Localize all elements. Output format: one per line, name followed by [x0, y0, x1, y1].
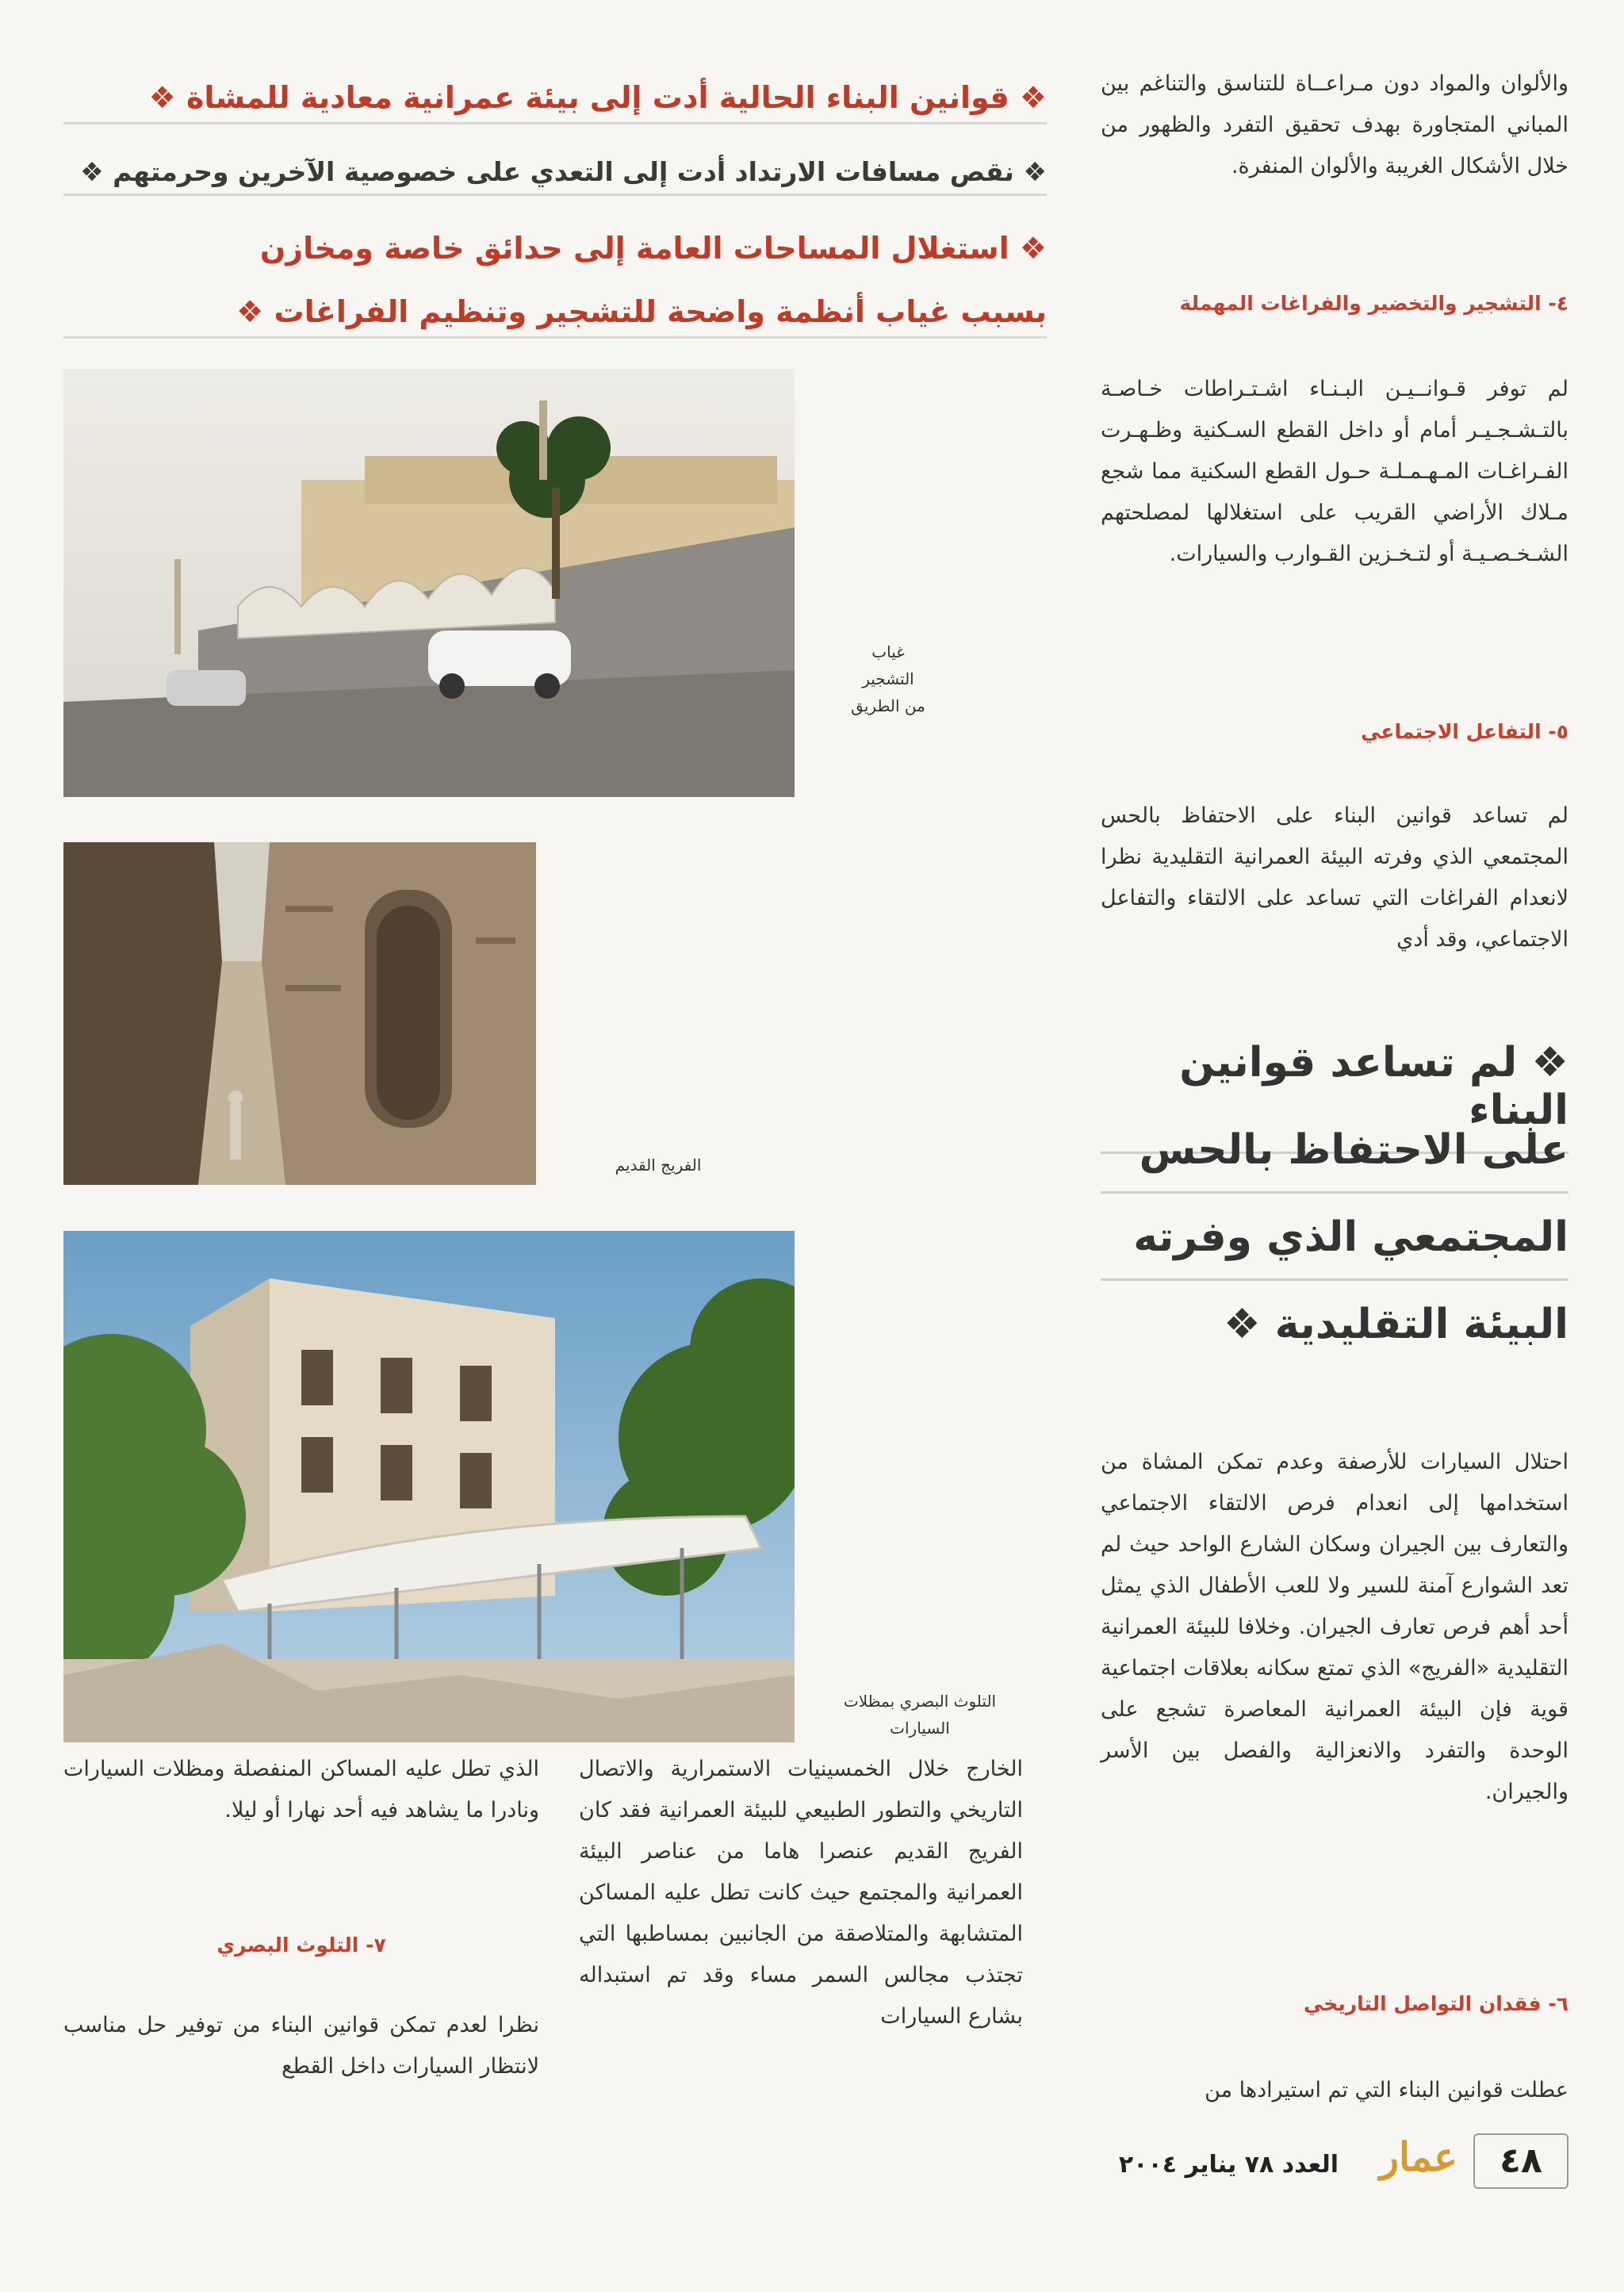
photo-old-fareej: [63, 842, 536, 1185]
page-number: ٤٨: [1473, 2133, 1568, 2189]
issue-info: العدد ٧٨ يناير ٢٠٠٤: [1118, 2151, 1339, 2179]
pull-quote-3-line1: ❖ استغلال المساحات العامة إلى حدائق خاصة ومخازن: [259, 231, 1047, 266]
caption-2: الفريج القديم: [615, 1156, 702, 1175]
big-quote-line4: البيئة التقليدية ❖: [1224, 1301, 1568, 1348]
heading-7: ٧- التلوث البصري: [216, 1934, 386, 1957]
paragraph-5b: احتلال السيارات للأرصفة وعدم تمكن المشاة من استخدامها إلى انعدام فرص الالتقاء الاجتماعي والتعارف بين الجيران وسكان الشارع الواحد حيث لم تعد الشوارع آمنة للسير ولا للعب الأطفال الذي يمثل أحد أهم فرص تعارف الجيران. وخلافا للبيئة العمرانية التقليدية «الفريج» الذي تمتع سكانه بعلاقات اجتماعية قوية فإن البيئة العمرانية المعاصرة تشجع على الوحدة والتفرد والانعزالية والفصل بين الأسر والجيران.: [1101, 1450, 1568, 1804]
paragraph-7: نظرا لعدم تمكن قوانين البناء من توفير حل مناسب لانتظار السيارات داخل القطع: [63, 2013, 539, 2079]
caption-3-line2: السيارات: [890, 1719, 950, 1738]
caption-1-line2: التشجير: [862, 669, 914, 688]
heading-6: ٦- فقدان التواصل التاريخي: [1304, 1992, 1568, 2015]
photo-visual-pollution: [63, 1231, 795, 1742]
caption-1-line3: من الطريق: [851, 696, 925, 715]
pull-quote-2: ❖ نقص مسافات الارتداد أدت إلى التعدي على خصوصية الآخرين وحرمتهم ❖: [63, 151, 1047, 196]
heading-4: ٤- التشجير والتخضير والفراغات المهملة: [1179, 292, 1568, 315]
photo-street-no-trees: [63, 369, 795, 797]
paragraph-4: لم توفر قـوانــيـن البـنـاء اشـتـراطات خـاصـة بالتـشـجـيـر أمام أو داخل القطع السـكنية وظـهـرت الفـراغـات المـهـمـلـة حـول القطع السكنية مما شجع مـلاك الأراضي القريب على استغلالها لمصلحتهم الشـخـصـيـة أو لتـخـزين القـوارب والسيارات.: [1101, 377, 1568, 566]
caption-3: [817, 1688, 1023, 1742]
paragraph-middle: الخارج خلال الخمسينيات الاستمرارية والاتصال التاريخي والتطور الطبيعي للبيئة العمرانية فقد كان الفريج القديم عنصرا هاما من عناصر البيئة العمرانية والمجتمع حيث كانت تطل عليه المساكن المتشابهة والمتلاصقة من الجانبين بمساطبها التي تجتذب مجالس السمر مساء وقد تم استبداله بشارع السيارات: [579, 1757, 1023, 2029]
paragraph-left-top: الذي تطل عليه المساكن المنفصلة ومظلات السيارات ونادرا ما يشاهد فيه أحد نهارا أو ليلا.: [63, 1757, 539, 1822]
heading-5: ٥- التفاعل الاجتماعي: [1361, 720, 1568, 743]
pull-quote-1: ❖ قوانين البناء الحالية أدت إلى بيئة عمرانية معادية للمشاة ❖: [63, 73, 1047, 125]
magazine-logo: عمار: [1379, 2133, 1457, 2180]
caption-1: [817, 638, 959, 719]
caption-3-line1: التلوث البصري بمظلات: [843, 1692, 997, 1711]
big-quote-line2: على الاحتفاظ بالحس: [1101, 1126, 1568, 1194]
pull-quote-3-line2: بسبب غياب أنظمة واضحة للتشجير وتنظيم الفراغات ❖: [63, 287, 1047, 339]
paragraph-5: لم تساعد قوانين البناء على الاحتفاظ بالحس المجتمعي الذي وفرته البيئة العمرانية التقليدية نظرا لانعدام الفراغات التي تساعد على الالتقاء والتفاعل الاجتماعي، وقد أدي: [1101, 803, 1568, 952]
big-quote-line3: المجتمعي الذي وفرته: [1101, 1213, 1568, 1281]
paragraph-intro: والألوان والمواد دون مـراعــاة للتناسق والتناغم بين المباني المتجاورة بهدف تحقيق التفرد والظهور من خلال الأشكال الغريبة والألوان المنفرة.: [1101, 71, 1568, 178]
big-quote-line1: ❖ لم تساعد قوانين البناء: [1101, 1039, 1568, 1154]
caption-1-line1: غياب: [871, 642, 905, 661]
paragraph-6: عطلت قوانين البناء التي تم استيرادها من: [1205, 2078, 1568, 2102]
